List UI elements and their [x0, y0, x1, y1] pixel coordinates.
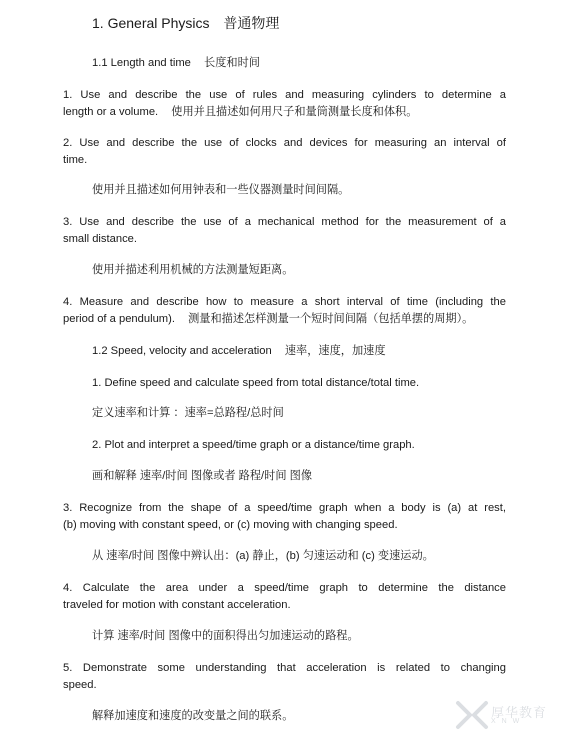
item-pendulum-line2: [63, 311, 473, 328]
watermark-text: 厚华教育: [491, 705, 548, 720]
item-acceleration-line1: 5. Demonstrate some understanding that acceleration is related to changing: [63, 662, 506, 674]
item-rules-cn: 使用并且描述如何用尺子和量筒测量长度和体积。: [171, 106, 418, 118]
item-define-speed: 1. Define speed and calculate speed from total distance/total time.: [92, 377, 420, 389]
item-rules-line2: [63, 104, 417, 121]
title-chinese: 普通物理: [223, 15, 280, 31]
item-rules-line1: 1. Use and describe the use of rules and measuring cylinders to determine a: [63, 89, 506, 101]
page-title: [92, 13, 279, 33]
item-acceleration-cn: 解释加速度和速度的改变量之间的联系。: [92, 710, 294, 722]
item-recognize-line2: (b) moving with constant speed, or (c) moving with changing speed.: [63, 519, 398, 531]
item-recognize-line1: 3. Recognize from the shape of a speed/time graph when a body is (a) at rest,: [63, 502, 506, 514]
item-clocks-cn: 使用并且描述如何用钟表和一些仪器测量时间间隔。: [92, 184, 350, 196]
item-area-line2: traveled for motion with constant acceleration.: [63, 599, 291, 611]
section-label: 1.1 Length and time: [92, 57, 191, 69]
item-area-cn: 计算 速率/时间 图像中的面积得出匀加速运动的路程。: [92, 630, 359, 642]
item-define-speed-cn: 定义速率和计算 ：速率=总路程/总时间: [92, 407, 284, 419]
section-label-cn: 长度和时间: [204, 57, 260, 69]
watermark-subtext: X N W: [491, 718, 522, 725]
item-plot-graph-cn: 画和解释 速率/时间 图像或者 路程/时间 图像: [92, 470, 313, 482]
item-mechanical-line2: small distance.: [63, 233, 137, 245]
section-label-cn: 速率，速度，加速度: [284, 345, 386, 357]
item-plot-graph: 2. Plot and interpret a speed/time graph or a distance/time graph.: [92, 439, 415, 451]
item-recognize-cn: 从 速率/时间 图像中辨认出：(a) 静止，(b) 匀速运动和 (c) 变速运动。: [92, 550, 434, 562]
section-label: 1.2 Speed, velocity and acceleration: [92, 345, 272, 357]
x-logo-icon: [455, 700, 489, 730]
item-area-line1: 4. Calculate the area under a speed/time graph to determine the distance: [63, 582, 506, 594]
item-clocks-line2: time.: [63, 154, 88, 166]
item-mechanical-line1: 3. Use and describe the use of a mechanical method for the measurement of a: [63, 216, 506, 228]
item-acceleration-line2: speed.: [63, 679, 97, 691]
item-clocks-line1: 2. Use and describe the use of clocks and devices for measuring an interval of: [63, 137, 506, 149]
item-pendulum-cn: 测量和描述怎样测量一个短时间间隔（包括单摆的周期）。: [188, 313, 474, 325]
section-heading-speed-velocity: [92, 343, 386, 360]
item-rules-line2-en: length or a volume.: [63, 106, 159, 118]
section-heading-length-time: [92, 55, 260, 72]
title-english: 1. General Physics: [92, 15, 210, 31]
item-pendulum-line2-en: period of a pendulum).: [63, 313, 175, 325]
watermark: [455, 700, 575, 730]
item-mechanical-cn: 使用并描述利用机械的方法测量短距离。: [92, 264, 294, 276]
item-pendulum-line1: 4. Measure and describe how to measure a short interval of time (including the: [63, 296, 506, 308]
